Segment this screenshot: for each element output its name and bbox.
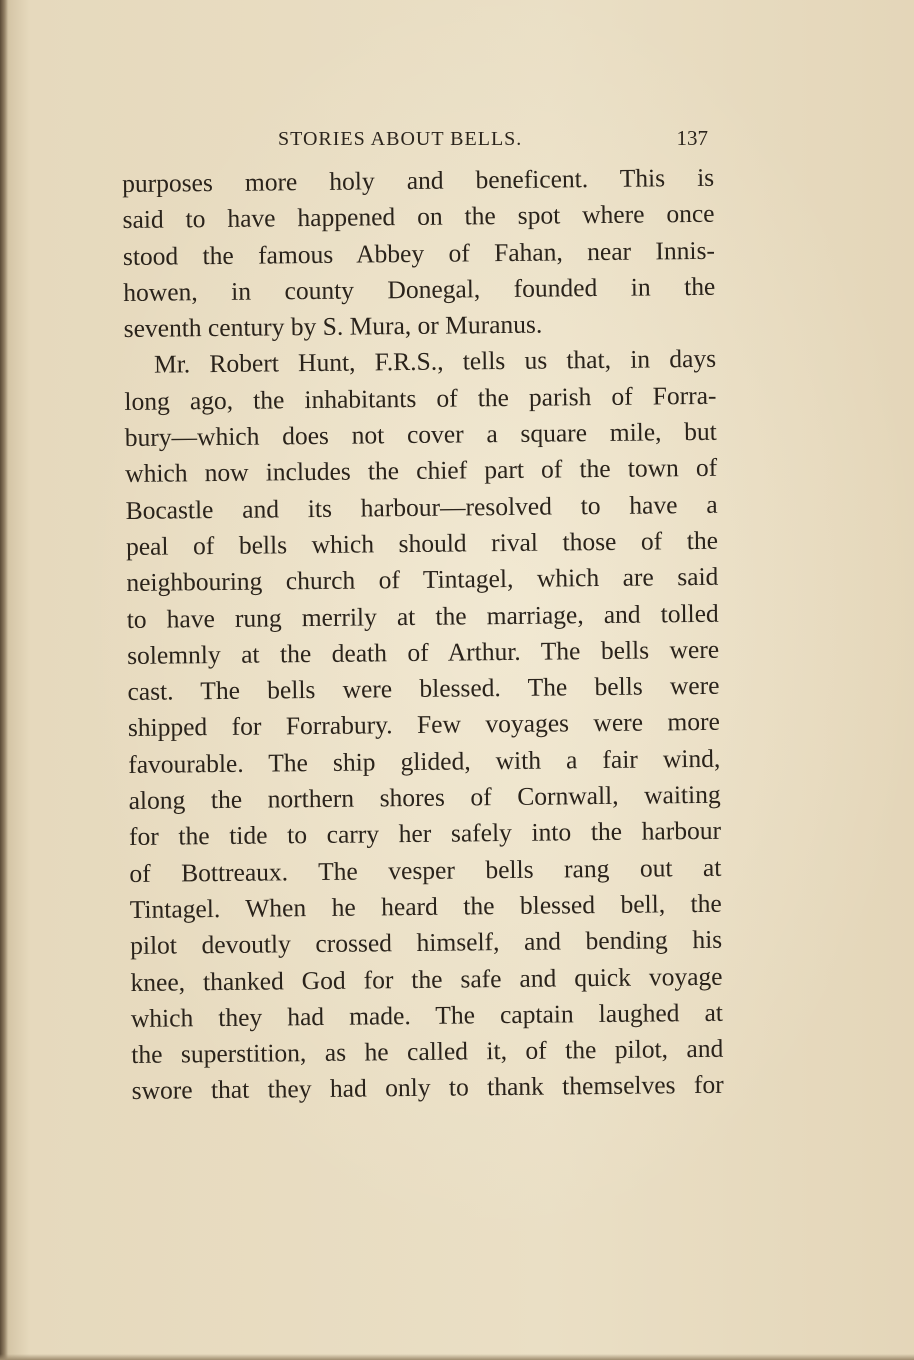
text-line: Mr. Robert Hunt, F.R.S., tells us that, in days [153, 344, 717, 380]
text-line: purposes more holy and beneficent. This is [122, 162, 715, 198]
text-line: favourable. The ship glided, with a fair wind, [128, 743, 721, 779]
text-line: which now includes the chief part of the town of [125, 453, 718, 489]
text-line: swore that they had only to thank themselves for [131, 1070, 724, 1106]
text-line: bury—which does not cover a square mile, but [124, 416, 717, 453]
running-title: STORIES ABOUT BELLS. [278, 128, 523, 150]
text-line: shipped for Forrabury. Few voyages were more [127, 707, 721, 743]
text-line: stood the famous Abbey of Fahan, near Innis- [122, 235, 716, 271]
text-line: seventh century by S. Mura, or Muranus. [123, 309, 543, 344]
page-gutter-edge [0, 0, 8, 1360]
text-line: of Bottreaux. The vesper bells rang out at [129, 852, 722, 888]
text-line: knee, thanked God for the safe and quick voyage [130, 961, 723, 997]
text-line: long ago, the inhabitants of the parish of Forra- [124, 380, 717, 416]
text-line: peal of bells which should rival those of the [125, 525, 719, 561]
page-bottom-edge [0, 1354, 914, 1360]
text-line: the superstition, as he called it, of the pilot, and [131, 1033, 724, 1070]
paragraph [122, 160, 716, 348]
text-line: said to have happened on the spot where once [122, 199, 715, 235]
text-line: solemnly at the death of Arthur. The bells were [126, 634, 720, 670]
text-line: for the tide to carry her safely into the harbour [128, 816, 722, 852]
page-header [120, 122, 712, 158]
text-line: Tintagel. When he heard the blessed bell, the [129, 888, 722, 924]
text-line: pilot devoutly crossed himself, and bending his [130, 924, 723, 961]
text-line: howen, in county Donegal, founded in the [123, 271, 716, 307]
text-line: which they had made. The captain laughed at [130, 997, 724, 1033]
text-line: to have rung merrily at the marriage, and tolled [126, 598, 719, 634]
text-line: Bocastle and its harbour—resolved to have a [125, 489, 718, 525]
text-line: neighbouring church of Tintagel, which are said [126, 562, 719, 598]
paragraph [124, 341, 724, 1109]
text-line: along the northern shores of Cornwall, waiting [128, 779, 721, 816]
text-line: cast. The bells were blessed. The bells were [127, 670, 720, 707]
body-text [122, 160, 724, 1110]
page-number: 137 [676, 126, 708, 150]
